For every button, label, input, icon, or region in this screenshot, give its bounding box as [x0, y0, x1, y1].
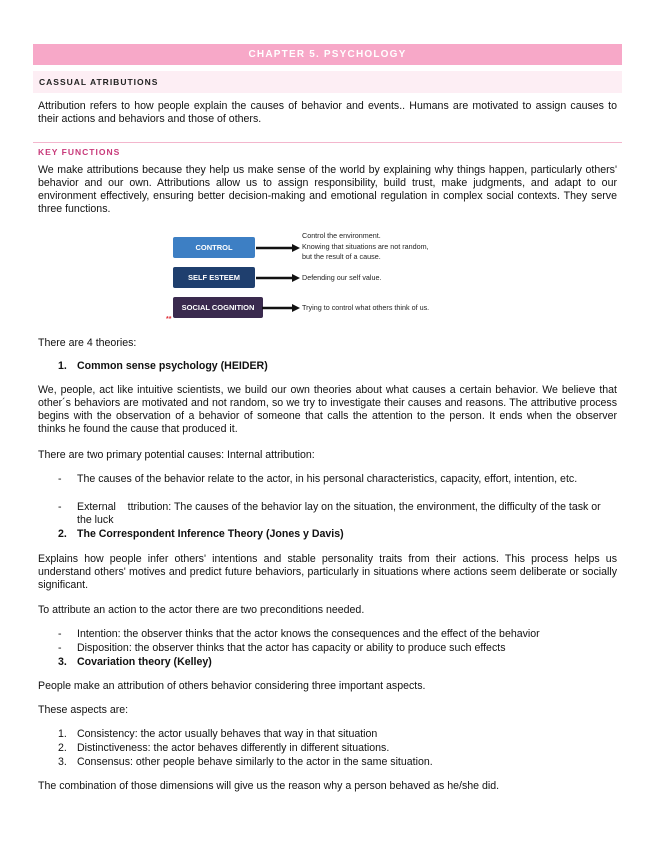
section-divider: [33, 142, 622, 143]
list-item: - Disposition: the observer thinks that the actor has capacity or ability to produce such effects: [58, 642, 506, 654]
section-title: CASSUAL ATRIBUTIONS: [33, 71, 622, 93]
theory-2-paragraph: Explains how people infer others' intentions and stable personality traits from their actions. This process helps us understand others' motives and predict future behaviors, particularly in situations where actions seem deliberate or socially significant.: [38, 553, 617, 591]
theory-1-heading: [58, 360, 268, 373]
theory-2-number: 2.: [58, 528, 67, 540]
theory-3-aspects-intro: These aspects are:: [38, 704, 129, 716]
diagram-box-control: CONTROL: [173, 237, 255, 258]
functions-diagram: [170, 230, 470, 328]
arrow-icon: [256, 274, 300, 282]
theory-3-number: 3.: [58, 656, 67, 668]
list-item: - The causes of the behavior relate to the actor, in his personal characteristics, capacity, effort, intention, etc.: [58, 473, 578, 485]
theories-intro: There are 4 theories:: [38, 337, 137, 349]
diagram-text-control: Control the environment. Knowing that situations are not random, but the result of a cause.: [302, 231, 429, 261]
diagram-text-social-cognition: Trying to control what others think of us.: [302, 303, 430, 312]
list-item: - External ttribution: The causes of the behavior lay on the situation, the environment, the difficulty of the task or the luck: [58, 501, 604, 526]
theory-2-heading: [58, 528, 344, 541]
chapter-title: CHAPTER 5. PSYCHOLOGY: [33, 44, 622, 65]
theory-3-title: Covariation theory (Kelley): [77, 656, 212, 668]
arrow-icon: [256, 244, 300, 252]
diagram-box-self-esteem: SELF ESTEEM: [173, 267, 255, 288]
list-item: 2. Distinctiveness: the actor behaves differently in different situations.: [58, 742, 390, 754]
annotation-mark: **: [166, 316, 172, 323]
theory-2-preconditions-intro: To attribute an action to the actor there are two preconditions needed.: [38, 604, 365, 616]
intro-paragraph: Attribution refers to how people explain the causes of behavior and events.. Humans are motivated to assign causes to their actions and behaviors and those of others.: [38, 100, 617, 125]
diagram-text-self-esteem: Defending our self value.: [302, 273, 382, 282]
list-item: 3. Consensus: other people behave similarly to the actor in the same situation.: [58, 756, 433, 768]
key-functions-heading: KEY FUNCTIONS: [38, 147, 121, 157]
theory-1-paragraph: We, people, act like intuitive scientists, we build our own theories about what causes a certain behavior. We believe that other´s behaviors are motivated and not random, so we try to investigate their causes and reasons. The attributive process begins with the observation of a behavior of someone that calls the attention to the person. It ends when the observer thinks he found the cause that produced it.: [38, 384, 617, 435]
theory-1-number: 1.: [58, 360, 67, 372]
key-functions-paragraph: We make attributions because they help us make sense of the world by explaining why things happen, particularly others' behavior and our own. Attributions allow us to assign responsibility, build trust, make judgments, and adapt to our environment effectively, ensuring better decision-making and emotional regulation in complex social contexts. They serve three functions.: [38, 164, 617, 215]
theory-2-title: The Correspondent Inference Theory (Jones y Davis): [77, 528, 344, 540]
theory-3-paragraph: People make an attribution of others behavior considering three important aspects.: [38, 680, 426, 692]
conclusion-paragraph: The combination of those dimensions will give us the reason why a person behaved as he/she did.: [38, 780, 500, 792]
list-item: 1. Consistency: the actor usually behaves that way in that situation: [58, 728, 378, 740]
theory-1-causes-intro: There are two primary potential causes: Internal attribution:: [38, 449, 315, 461]
theory-1-title: Common sense psychology (HEIDER): [77, 360, 268, 372]
theory-3-heading: [58, 656, 212, 669]
diagram-box-social-cognition: SOCIAL COGNITION: [173, 297, 263, 318]
list-item: - Intention: the observer thinks that the actor knows the consequences and the effect of the behavior: [58, 628, 540, 640]
arrow-icon: [262, 304, 300, 312]
